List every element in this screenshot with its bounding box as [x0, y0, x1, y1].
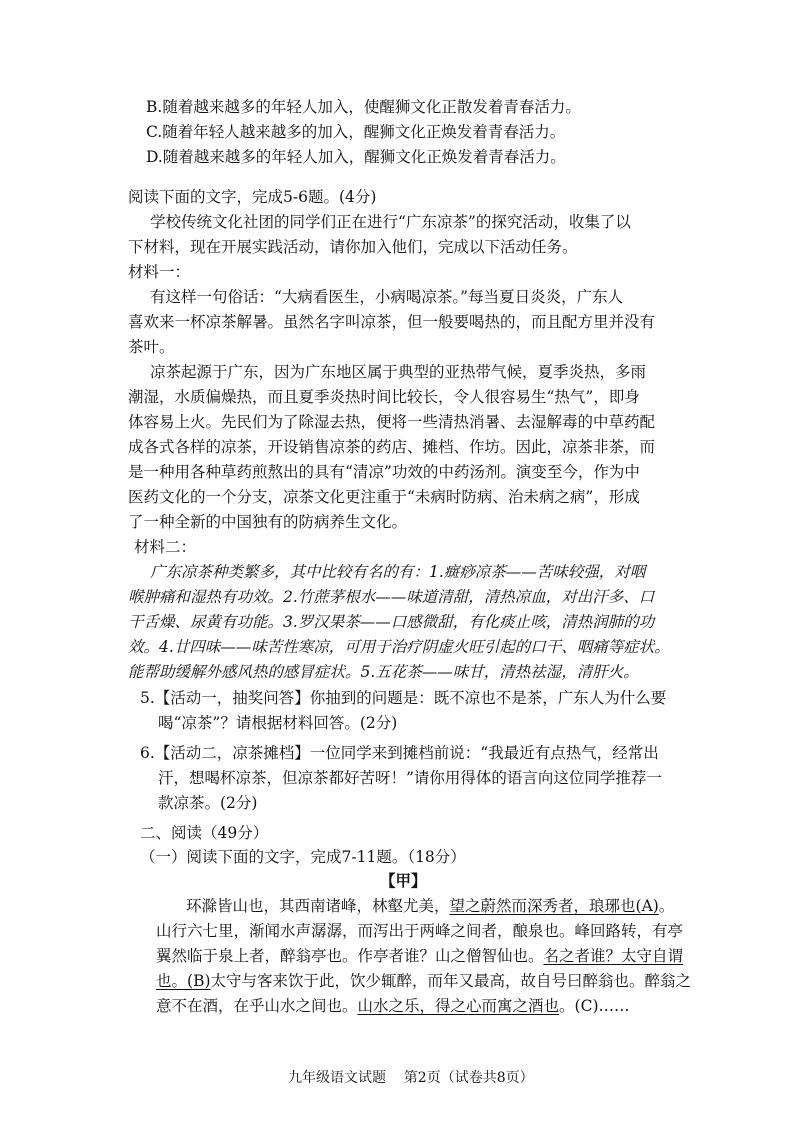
passage-text: 环滁皆山也，其西南诸峰，林壑尤美，: [186, 897, 450, 915]
question-5-cont: 喝“凉茶”？请根据材料回答。(2分): [158, 714, 398, 732]
underlined-text: 山水之乐，得之心而寓之酒也: [357, 997, 560, 1015]
passage-text: 太守与客来饮于此，饮少辄醉，而年又最高，故自号曰醉翁也。醉翁之: [210, 972, 692, 990]
passage-text: 。(C)……: [559, 997, 630, 1015]
material-two-line: 效。4.廿四味——味苦性寒凉，可用于治疗阴虚火旺引起的口干、咽痛等症状。: [128, 638, 670, 656]
material-one-label: 材料一：: [128, 263, 191, 281]
question-5: 5.【活动一，抽奖问答】你抽到的问题是：既不凉也不是茶，广东人为什么要: [140, 689, 667, 707]
material-two-line: 广东凉茶种类繁多，其中比较有名的有：1.癍痧凉茶——苦味较强，对咽: [150, 563, 646, 581]
passage-line: [156, 945, 683, 967]
material-one-line: 喜欢来一杯凉茶解暑。虽然名字叫凉茶，但一般要喝热的，而且配方里并没有: [128, 313, 656, 331]
question-6-cont: 款凉茶。(2分): [158, 794, 258, 812]
underlined-text: 名之者谁？太守自谓: [543, 947, 684, 965]
section-two-sub: （一）阅读下面的文字，完成7-11题。（18分）: [140, 848, 466, 866]
passage-text: 。: [658, 897, 675, 915]
marker-b: (B): [187, 972, 211, 990]
material-one-line: 有这样一句俗话：“大病看医生，小病喝凉茶。”每当夏日炎炎，广东人: [150, 288, 624, 306]
question-6: 6.【活动二，凉茶摊档】一位同学来到摊档前说：“我最近有点热气，经常出: [140, 744, 659, 762]
option-c: C.随着年轻人越来越多的加入，醒狮文化正焕发着青春活力。: [146, 123, 566, 141]
option-d: D.随着越来越多的年轻人加入，醒狮文化正焕发着青春活力。: [146, 148, 566, 166]
underlined-text: 望之蔚然而深秀者，琅琊也(A): [449, 897, 659, 915]
intro-line: 下材料，现在开展实践活动，请你加入他们，完成以下活动任务。: [128, 238, 578, 256]
passage-line: [156, 995, 630, 1017]
reading-heading: 阅读下面的文字，完成5-6题。(4分): [128, 188, 377, 206]
option-b: B.随着越来越多的年轻人加入，使醒狮文化正散发着青春活力。: [146, 98, 581, 116]
material-one-line: 成各式各样的凉茶，开设销售凉茶的药店、摊档、作坊。因此，凉茶非茶，而: [128, 438, 656, 456]
question-6-cont: 汗，想喝杯凉茶，但凉茶都好苦呀！”请你用得体的语言向这位同学推荐一: [158, 769, 662, 787]
material-one-line: 体容易上火。先民们为了除湿去热，便将一些清热消暑、去湿解毒的中草药配: [128, 413, 656, 431]
material-one-line: 了一种全新的中国独有的防病养生文化。: [128, 513, 408, 531]
material-one-line: 医药文化的一个分支，凉茶文化更注重于“未病时防病、治未病之病”，形成: [128, 488, 640, 506]
intro-line: 学校传统文化社团的同学们正在进行“广东凉茶”的探究活动，收集了以: [150, 213, 631, 231]
passage-text: 意不在酒，在乎山水之间也。: [156, 997, 358, 1015]
material-one-line: 潮湿，水质偏燥热，而且夏季炎热时间比较长，令人很容易生“热气”，即身: [128, 388, 640, 406]
page-footer: 九年级语文试题 第2页（试卷共8页）: [288, 1070, 534, 1086]
section-two-heading: 二、阅读（49分）: [140, 824, 269, 842]
passage-line: [156, 970, 691, 992]
material-one-line: 是一种用各种草药煎熬出的具有“清凉”功效的中药汤剂。演变至今，作为中: [128, 463, 640, 481]
material-two-line: 能帮助缓解外感风热的感冒症状。5.五花茶——味甘，清热祛湿，清肝火。: [128, 663, 639, 681]
underlined-text: 也。: [156, 972, 188, 990]
material-two-label: 材料二：: [134, 538, 197, 556]
material-two-line: 干舌燥、尿黄有功能。3.罗汉果茶——口感微甜，有化痰止咳，清热润肺的功: [128, 613, 655, 631]
passage-jia-label: 【甲】: [380, 871, 427, 890]
material-two-line: 喉肿痛和湿热有功效。2.竹蔗茅根水——味道清甜，清热凉血，对出汗多、口: [128, 588, 655, 606]
material-one-line: 凉茶起源于广东，因为广东地区属于典型的亚热带气候，夏季炎热，多雨: [150, 363, 647, 381]
passage-line: 山行六七里，渐闻水声潺潺，而泻出于两峰之间者，酿泉也。峰回路转，有亭: [156, 922, 684, 940]
passage-line: [186, 895, 674, 917]
passage-text: 翼然临于泉上者，醉翁亭也。作亭者谁？山之僧智仙也。: [156, 947, 544, 965]
material-one-line: 茶叶。: [128, 338, 175, 356]
